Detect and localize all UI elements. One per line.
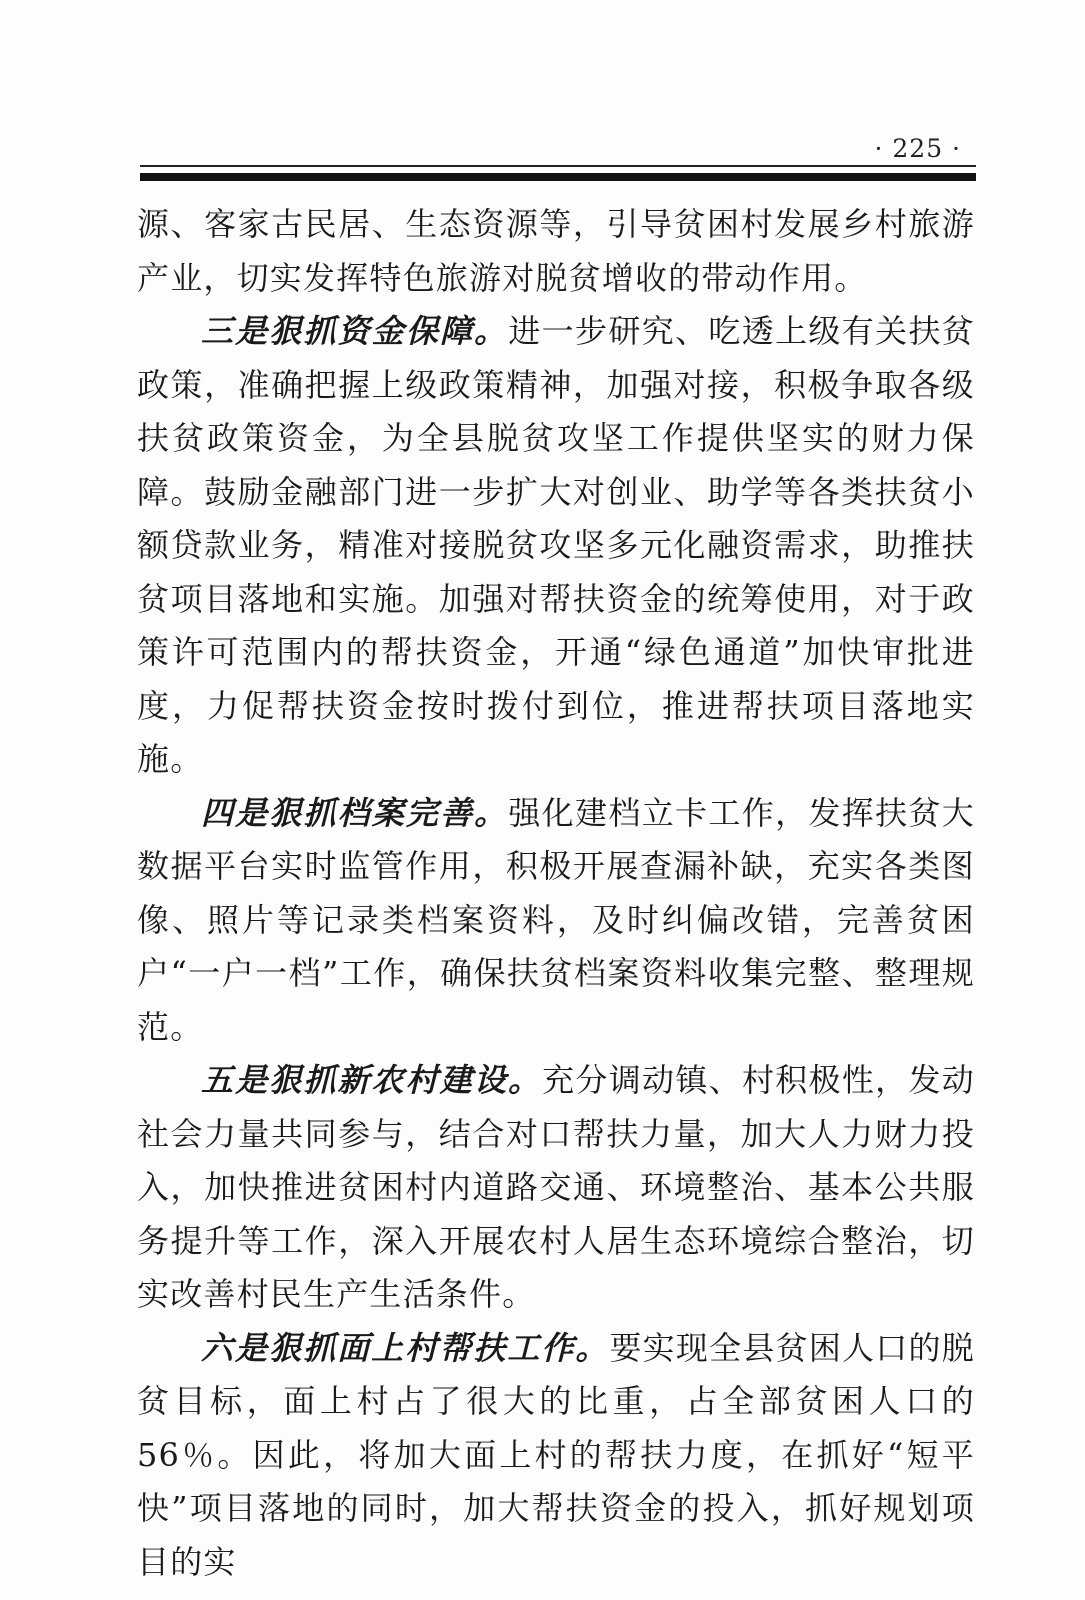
paragraph-text: 充分调动镇、村积极性，发动社会力量共同参与，结合对口帮扶力量，加大人力财力投入，加快推进贫困村内道路交通、环境整治、基本公共服务提升等工作，深入开展农村人居生态环境综合整治，切实改善村民生产生活条件。 — [137, 1061, 975, 1313]
paragraph-funding — [137, 305, 975, 787]
paragraph-text: 强化建档立卡工作，发挥扶贫大数据平台实时监管作用，积极开展查漏补缺，充实各类图像、照片等记录类档案资料，及时纠偏改错，完善贫困户“一户一档”工作，确保扶贫档案资料收集完整、整理规范。 — [137, 793, 975, 1046]
header-rule-thin — [140, 165, 976, 167]
header-rule-thick — [140, 173, 976, 181]
paragraph-village-support — [137, 1322, 975, 1590]
paragraph-lead: 五是狠抓新农村建设。 — [201, 1061, 543, 1099]
paragraph-continued — [137, 198, 975, 305]
paragraph-archives — [137, 787, 975, 1055]
paragraph-lead: 三是狠抓资金保障。 — [201, 312, 509, 350]
page-number: · 225 · — [874, 134, 961, 163]
paragraph-text: 源、客家古民居、生态资源等，引导贫困村发展乡村旅游产业，切实发挥特色旅游对脱贫增收的带动作用。 — [137, 205, 975, 297]
paragraph-text: 进一步研究、吃透上级有关扶贫政策，准确把握上级政策精神，加强对接，积极争取各级扶贫政策资金，为全县脱贫攻坚工作提供坚实的财力保障。鼓励金融部门进一步扩大对创业、助学等各类扶贫小额贷款业务，精准对接脱贫攻坚多元化融资需求，助推扶贫项目落地和实施。加强对帮扶资金的统筹使用，对于政策许可范围内的帮扶资金，开通“绿色通道”加快审批进度，力促帮扶资金按时拨付到位，推进帮扶项目落地实施。 — [137, 312, 975, 778]
paragraph-text: 要实现全县贫困人口的脱贫目标，面上村占了很大的比重，占全部贫困人口的56％。因此，将加大面上村的帮扶力度，在抓好“短平快”项目落地的同时，加大帮扶资金的投入，抓好规划项目的实 — [137, 1328, 975, 1581]
paragraph-new-village — [137, 1054, 975, 1322]
paragraph-lead: 四是狠抓档案完善。 — [201, 793, 509, 832]
body-text — [137, 198, 975, 1589]
paragraph-lead: 六是狠抓面上村帮扶工作。 — [201, 1328, 610, 1367]
